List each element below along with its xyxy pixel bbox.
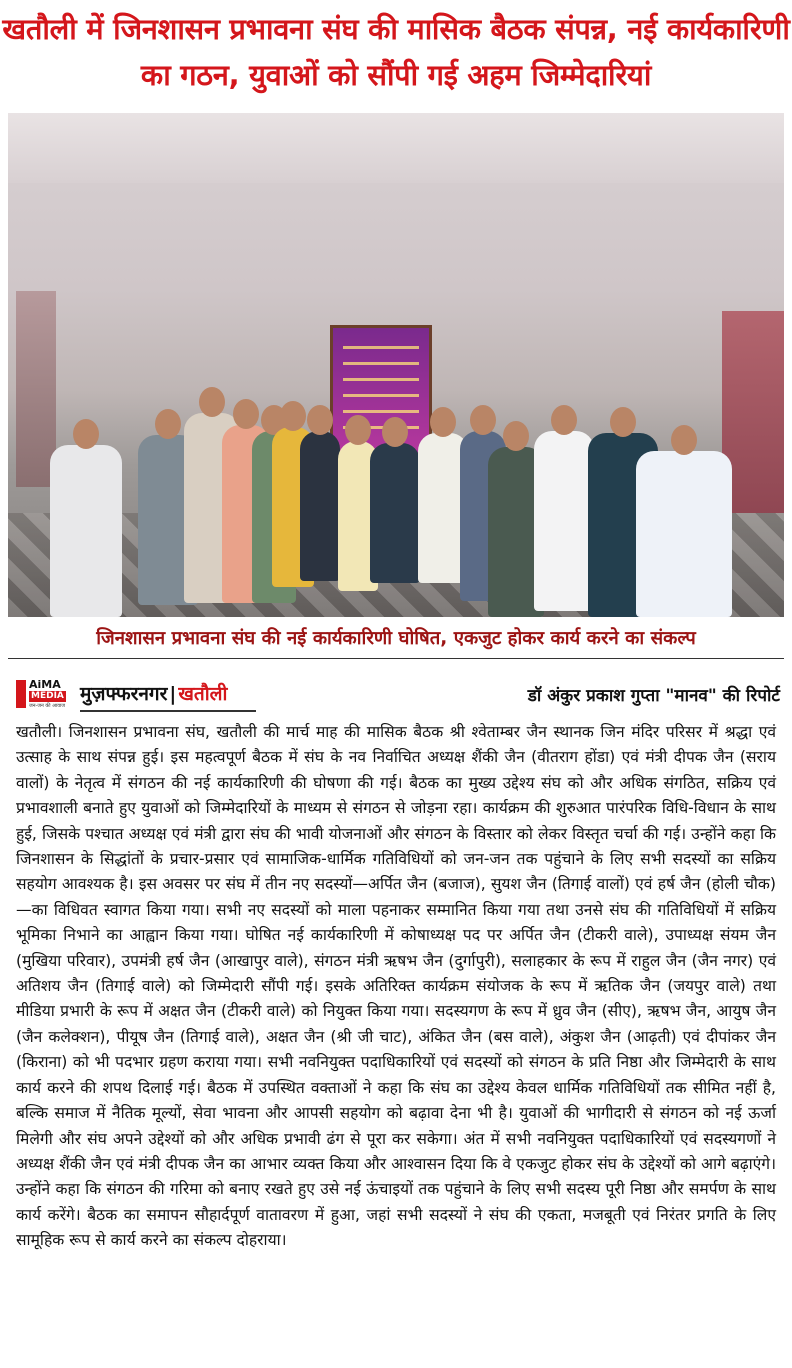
headline: खतौली में जिनशासन प्रभावना संघ की मासिक बैठक संपन्न, नई कार्यकारिणी का गठन, युवाओं को सौंपी गई अहम जिम्मेदारियां — [2, 12, 790, 92]
dateline-rule — [80, 710, 256, 712]
logo-media: MEDIA — [31, 691, 64, 701]
dateline-town: खतौली — [178, 683, 228, 705]
logo-tagline: जन-जन की आवाज — [29, 703, 65, 709]
photo-banner — [330, 325, 432, 463]
logo-mark-icon — [16, 680, 26, 708]
aima-media-logo — [16, 680, 76, 712]
dateline-city: मुज़फ्फरनगर — [80, 683, 168, 705]
byline: डॉ अंकुर प्रकाश गुप्ता "मानव" की रिपोर्ट — [527, 686, 780, 706]
article-body: खतौली। जिनशासन प्रभावना संघ, खतौली की मार्च माह की मासिक बैठक श्री श्वेताम्बर जैन स्थानक जिन मंदिर परिसर में श्रद्धा एवं उत्साह के साथ संपन्न हुई। इस महत्वपूर्ण बैठक में संघ के नव निर्वाचित अध्यक्ष शैंकी जैन (वीतराग होंडा) एवं मंत्री दीपक जैन (सराय वालों) के नेतृत्व में संगठन की नई कार्यकारिणी की घोषणा की गई। बैठक का मुख्य उद्देश्य संघ को और अधिक संगठित, सक्रिय एवं प्रभावशाली बनाते हुए युवाओं को जिम्मेदारियों के माध्यम से संगठन से जोड़ना रहा। कार्यक्रम की शुरुआत पारंपरिक विधि-विधान के साथ हुई, जिसके पश्चात अध्यक्ष एवं मंत्री द्वारा संघ की भावी योजनाओं और संगठन के विस्तार को लेकर विस्तृत चर्चा की गई। उन्होंने कहा कि जिनशासन के सिद्धांतों के प्रचार-प्रसार एवं सामाजिक-धार्मिक गतिविधियों को जन-जन तक पहुंचाने के लिए सभी सदस्यों का सक्रिय सहयोग आवश्यक है। इस अवसर पर संघ में तीन नए सदस्यों—अर्पित जैन (बजाज), सुयश जैन (तिगाई वालों) एवं हर्ष जैन (होली चौक)—का विधिवत स्वागत किया गया। सभी नए सदस्यों को माला पहनाकर सम्मानित किया गया तथा उनसे संघ की गतिविधियों में सक्रिय भूमिका निभाने का आह्वान किया गया। घोषित नई कार्यकारिणी में कोषाध्यक्ष पद पर अर्पित जैन (टीकरी वाले), उपाध्यक्ष संयम जैन (मुखिया परिवार), उपमंत्री हर्ष जैन (आखापुर वाले), संगठन मंत्री ऋषभ जैन (दुर्गापुरी), सलाहकार के रूप में राहुल जैन (जैन नगर) एवं अतिशय जैन (तिगाई वाले) को जिम्मेदारी सौंपी गई। इसके अतिरिक्त कार्यक्रम संयोजक के रूप में ऋतिक जैन (जयपुर वाले) तथा मीडिया प्रभारी के रूप में अक्षत जैन (टीकरी वाले) को नियुक्त किया गया। सदस्यगण के रूप में ध्रुव जैन (सीए), ऋषभ जैन, आयुष जैन (जैन कलेक्शन), पीयूष जैन (तिगाई वाले), अक्षत जैन (श्री जी चाट), अंकित जैन (बस वाले), अंकुश जैन (आढ़ती) एवं दीपांकर जैन (किराना) को भी पदभार ग्रहण कराया गया। सभी नवनियुक्त पदाधिकारियों एवं सदस्यों को संगठन के प्रति निष्ठा और जिम्मेदारी के साथ कार्य करने की शपथ दिलाई गई। बैठक में उपस्थित वक्ताओं ने कहा कि संघ का उद्देश्य केवल धार्मिक गतिविधियों तक सीमित नहीं है, बल्कि समाज में नैतिक मूल्यों, सेवा भावना और आपसी सहयोग को बढ़ावा देना भी है। युवाओं की भागीदारी से संगठन को नई ऊर्जा मिलेगी और संघ अपने उद्देश्यों को और अधिक प्रभावी ढंग से पूरा कर सकेगा। अंत में सभी नवनियुक्त पदाधिकारियों एवं सदस्यगणों ने अध्यक्ष शैंकी जैन एवं मंत्री दीपक जैन का आभार व्यक्त किया और आश्वासन दिया कि वे एकजुट होकर संघ के उद्देश्यों को आगे बढ़ाएंगे। उन्होंने कहा कि संगठन की गरिमा को बनाए रखते हुए उसे नई ऊंचाइयों तक पहुंचाने के लिए सभी सदस्य पूरी निष्ठा और समर्पण के साथ कार्य करेंगे। बैठक का समापन सौहार्दपूर्ण वातावरण में हुआ, जहां सभी सदस्यों ने संघ की एकता, मजबूती एवं निरंतर प्रगति के लिए सामूहिक रूप से कार्य करने का संकल्प दोहराया। — [16, 723, 776, 1250]
logo-brand: AiMA — [29, 678, 61, 691]
dateline-separator: | — [169, 683, 177, 705]
photo-ceiling — [8, 113, 784, 183]
dateline — [80, 680, 227, 708]
group-photo — [8, 113, 784, 617]
photo-caption: जिनशासन प्रभावना संघ की नई कार्यकारिणी घोषित, एकजुट होकर कार्य करने का संकल्प — [8, 620, 784, 659]
